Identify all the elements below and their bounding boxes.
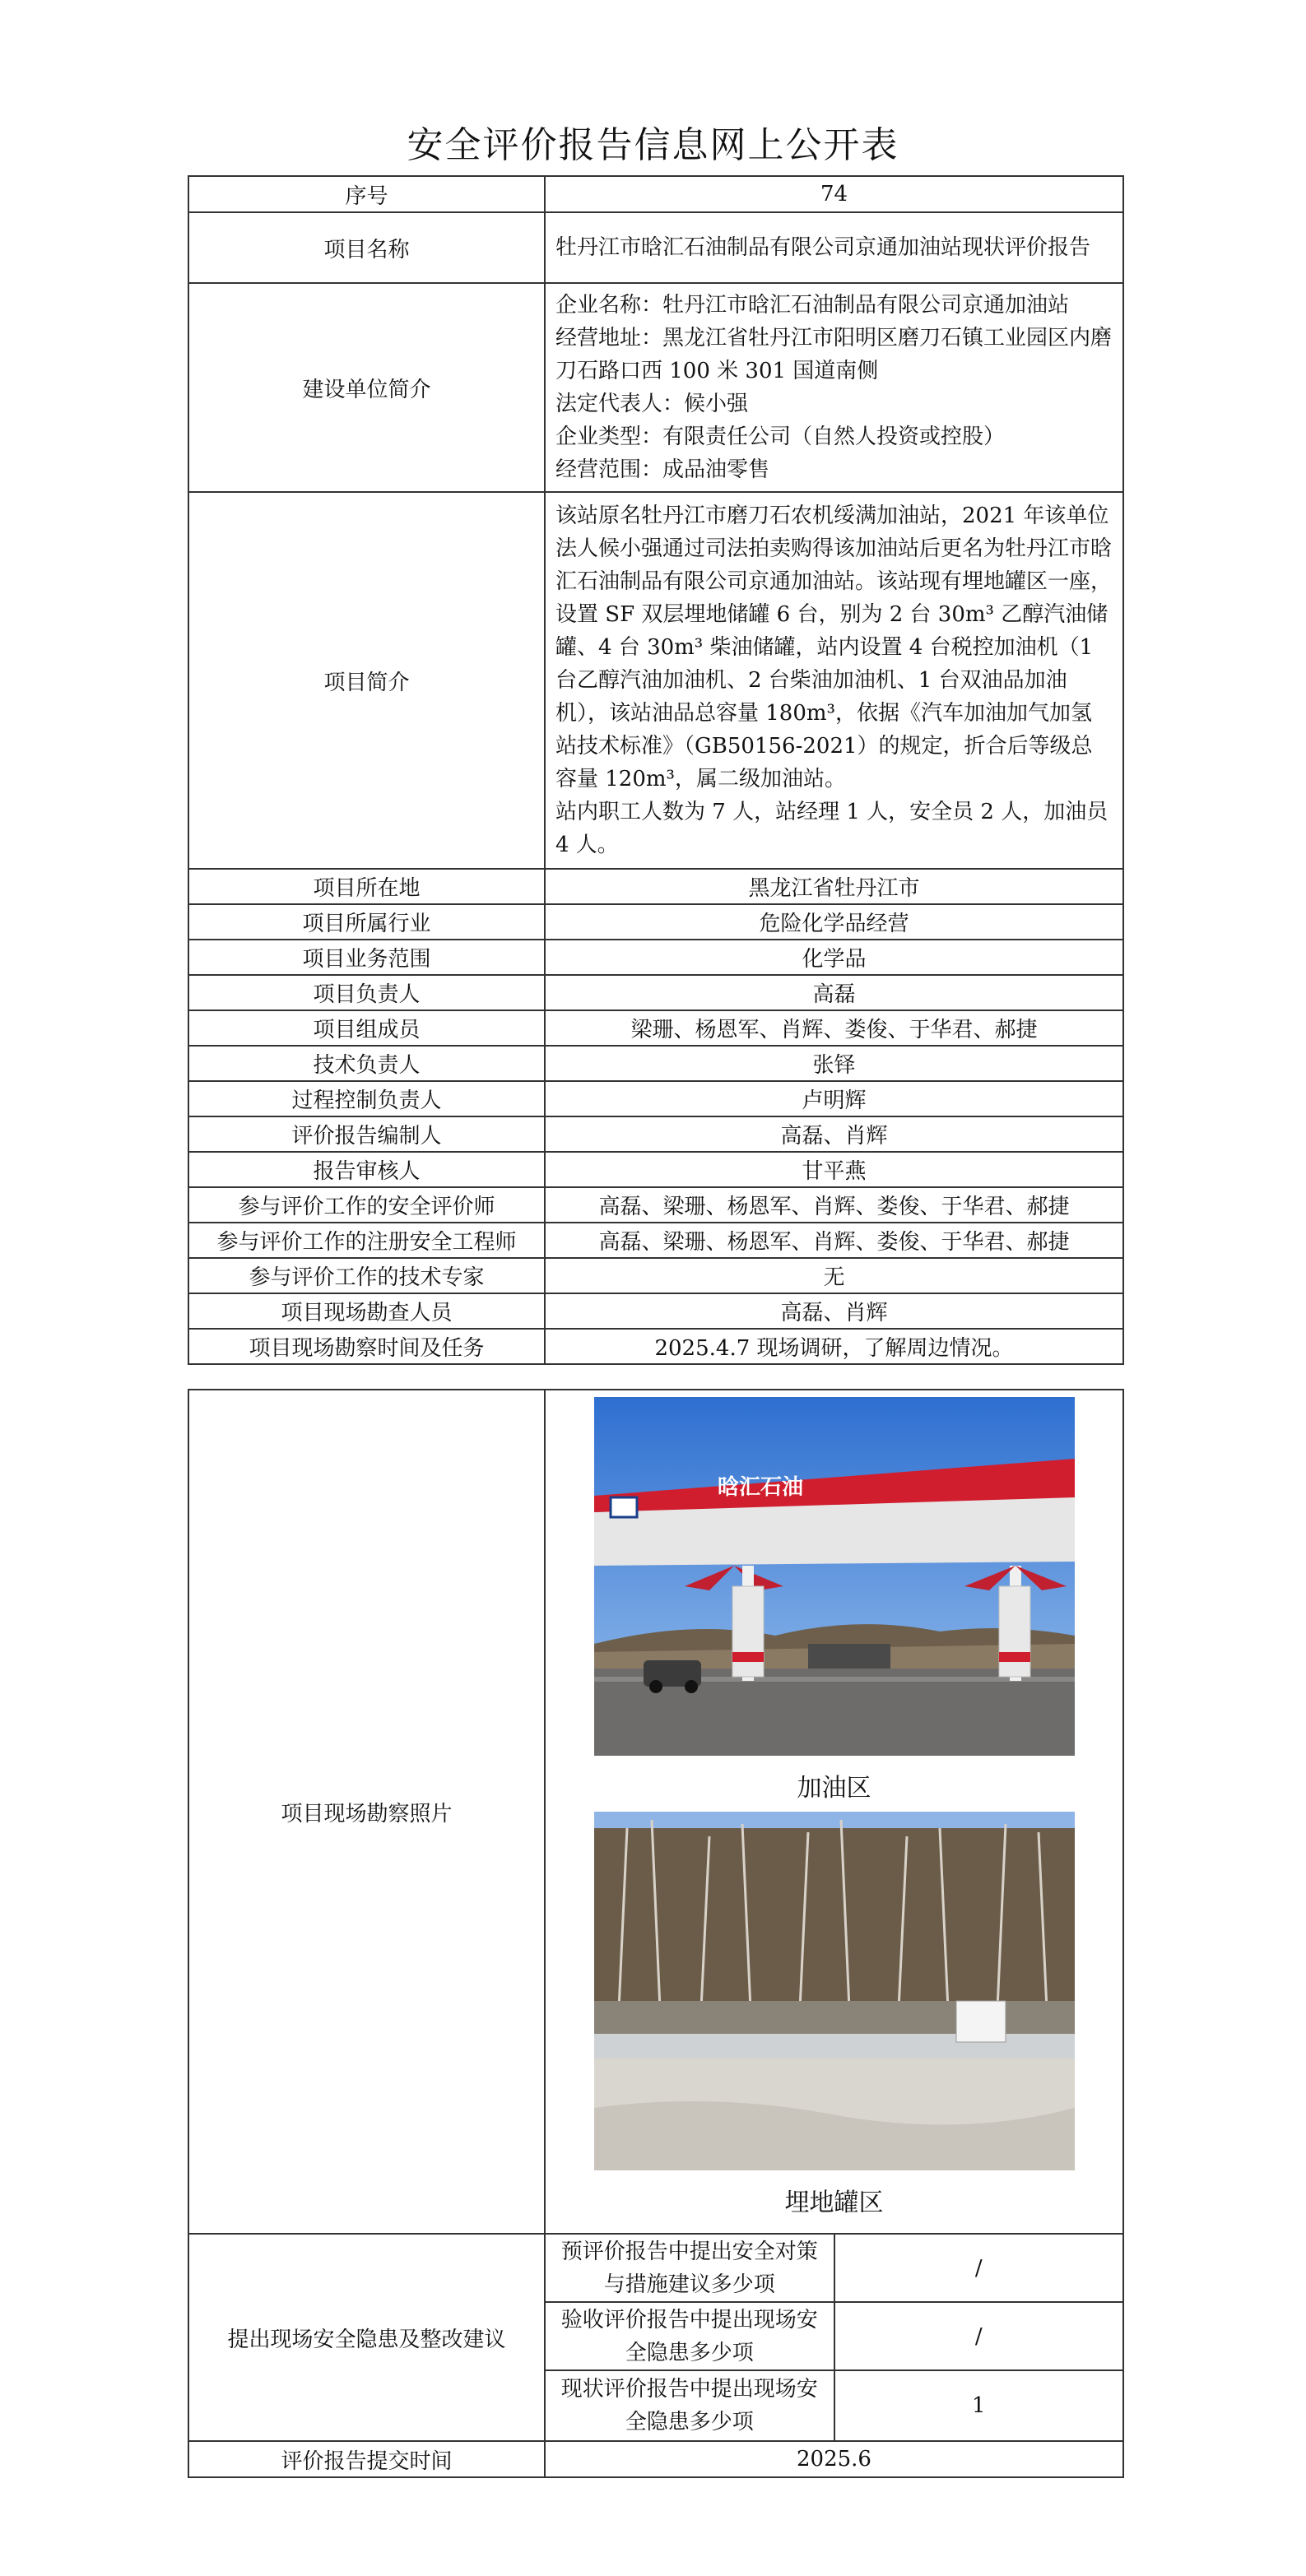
unit-intro-value xyxy=(545,283,1123,492)
surveyors-value: 高磊、肖辉 xyxy=(545,1293,1123,1329)
submit-time-label: 评价报告提交时间 xyxy=(188,2441,545,2477)
table-row xyxy=(188,1293,1123,1329)
table-row xyxy=(188,2234,1123,2302)
evaluators-label: 参与评价工作的安全评价师 xyxy=(188,1187,545,1223)
seq-value: 74 xyxy=(545,176,1123,212)
leader-label: 项目负责人 xyxy=(188,975,545,1010)
intro-paragraph: 站内职工人数为 7 人，站经理 1 人，安全员 2 人，加油员 4 人。 xyxy=(555,800,1108,857)
legal-representative: 法定代表人：候小强 xyxy=(555,392,749,416)
hazard-answer: 1 xyxy=(834,2370,1124,2441)
table-row xyxy=(188,869,1123,904)
info-table xyxy=(188,175,1124,1365)
auditor-label: 报告审核人 xyxy=(188,1152,545,1187)
tech-lead-label: 技术负责人 xyxy=(188,1046,545,1081)
evaluators-value: 高磊、梁珊、杨恩军、肖辉、娄俊、于华君、郝捷 xyxy=(545,1187,1123,1223)
project-intro-value xyxy=(545,492,1123,869)
tank-area-photo xyxy=(594,1812,1075,2170)
unit-intro-label: 建设单位简介 xyxy=(188,283,545,492)
survey-time-value: 2025.4.7 现场调研，了解周边情况。 xyxy=(545,1329,1123,1364)
process-control-value: 卢明辉 xyxy=(545,1081,1123,1116)
leader-value: 高磊 xyxy=(545,975,1123,1010)
table-row xyxy=(188,1223,1123,1258)
canopy-sign-text: 晗汇石油 xyxy=(717,1475,803,1500)
hazards-label: 提出现场安全隐患及整改建议 xyxy=(188,2234,545,2441)
intro-paragraph: 该站原名牡丹江市磨刀石农机绥满加油站，2021 年该单位法人候小强通过司法拍卖购得该加油站后更名为牡丹江市晗汇石油制品有限公司京通加油站。该站现有埋地罐区一座，设置 SF 双层埋地储罐 6 台，别为 2 台 30m³ 乙醇汽油储罐、4 台 30m³ 柴油储罐，站内设置 4 台税控加油机（1 台乙醇汽油加油机、2 台柴油加油机、1 台双油品加油机），该站油品总容量 180m³，依据《汽车加油加气加氢站技术标准》（GB50156-2021）的规定，折合后等级总容量 120m³，属二级加油站。 xyxy=(555,504,1113,791)
table-row xyxy=(188,212,1123,283)
editor-label: 评价报告编制人 xyxy=(188,1116,545,1152)
seq-label: 序号 xyxy=(188,176,545,212)
project-intro-label: 项目简介 xyxy=(188,492,545,869)
company-type: 企业类型：有限责任公司（自然人投资或控股） xyxy=(555,425,1006,449)
industry-value: 危险化学品经营 xyxy=(545,904,1123,940)
location-value: 黑龙江省牡丹江市 xyxy=(545,869,1123,904)
surveyors-label: 项目现场勘查人员 xyxy=(188,1293,545,1329)
table-row xyxy=(188,1116,1123,1152)
hazard-answer: / xyxy=(834,2234,1124,2302)
company-name: 企业名称：牡丹江市晗汇石油制品有限公司京通加油站 xyxy=(555,293,1070,318)
experts-label: 参与评价工作的技术专家 xyxy=(188,1258,545,1293)
page-title: 安全评价报告信息网上公开表 xyxy=(407,124,899,166)
industry-label: 项目所属行业 xyxy=(188,904,545,940)
members-value: 梁珊、杨恩军、肖辉、娄俊、于华君、郝捷 xyxy=(545,1010,1123,1046)
tech-lead-value: 张铎 xyxy=(545,1046,1123,1081)
photos-cell xyxy=(545,1390,1123,2234)
engineers-value: 高磊、梁珊、杨恩军、肖辉、娄俊、于华君、郝捷 xyxy=(545,1223,1123,1258)
table-row xyxy=(188,283,1123,492)
members-label: 项目组成员 xyxy=(188,1010,545,1046)
table-row xyxy=(188,1329,1123,1364)
table-row xyxy=(188,1046,1123,1081)
table-row xyxy=(188,1258,1123,1293)
location-label: 项目所在地 xyxy=(188,869,545,904)
auditor-value: 甘平燕 xyxy=(545,1152,1123,1187)
scope-label: 项目业务范围 xyxy=(188,940,545,975)
hazard-question: 现状评价报告中提出现场安全隐患多少项 xyxy=(545,2370,834,2441)
business-scope: 经营范围：成品油零售 xyxy=(555,457,770,482)
fuel-area-caption: 加油区 xyxy=(797,1774,871,1803)
survey-table xyxy=(188,1389,1124,2478)
table-row xyxy=(188,975,1123,1010)
photos-label: 项目现场勘察照片 xyxy=(188,1390,545,2234)
editor-value: 高磊、肖辉 xyxy=(545,1116,1123,1152)
hazard-question: 验收评价报告中提出现场安全隐患多少项 xyxy=(545,2302,834,2370)
table-row xyxy=(188,176,1123,212)
survey-time-label: 项目现场勘察时间及任务 xyxy=(188,1329,545,1364)
table-row xyxy=(188,1081,1123,1116)
project-name-value: 牡丹江市晗汇石油制品有限公司京通加油站现状评价报告 xyxy=(545,212,1123,283)
experts-value: 无 xyxy=(545,1258,1123,1293)
process-control-label: 过程控制负责人 xyxy=(188,1081,545,1116)
table-row xyxy=(188,1152,1123,1187)
tank-area-caption: 埋地罐区 xyxy=(784,2188,884,2217)
fuel-area-photo xyxy=(594,1397,1075,1756)
company-address: 经营地址：黑龙江省牡丹江市阳明区磨刀石镇工业园区内磨刀石路口西 100 米 301 国道南侧 xyxy=(555,326,1113,383)
hazard-answer: / xyxy=(834,2302,1124,2370)
table-row xyxy=(188,904,1123,940)
table-row xyxy=(188,1010,1123,1046)
hazard-question: 预评价报告中提出安全对策与措施建议多少项 xyxy=(545,2234,834,2302)
project-name-label: 项目名称 xyxy=(188,212,545,283)
table-row xyxy=(188,2441,1123,2477)
table-row xyxy=(188,940,1123,975)
table-row xyxy=(188,1187,1123,1223)
engineers-label: 参与评价工作的注册安全工程师 xyxy=(188,1223,545,1258)
submit-time-value: 2025.6 xyxy=(545,2441,1123,2477)
table-row xyxy=(188,492,1123,869)
table-row xyxy=(188,1390,1123,2234)
scope-value: 化学品 xyxy=(545,940,1123,975)
